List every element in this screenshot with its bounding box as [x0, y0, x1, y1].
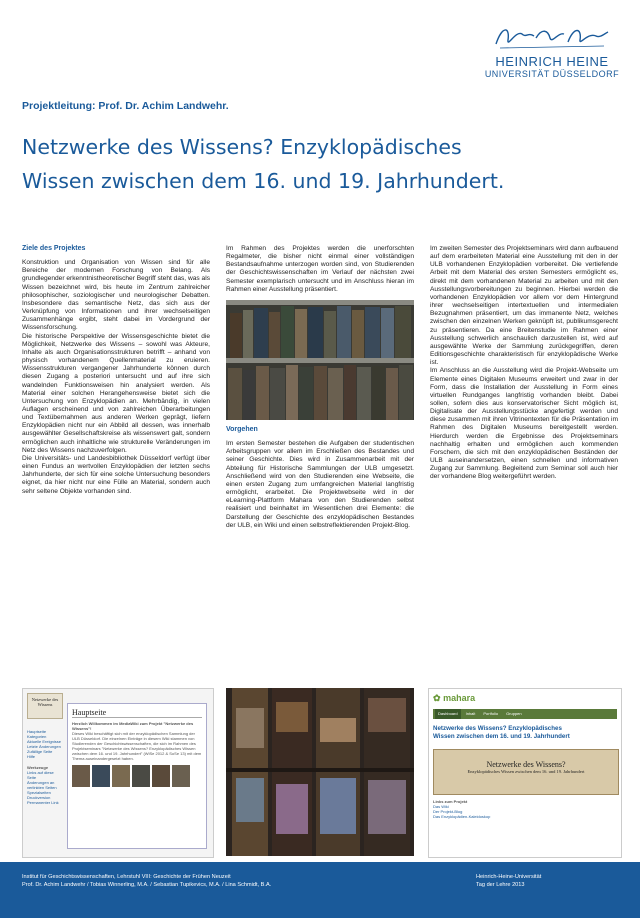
paragraph: Im Anschluss an die Ausstellung wird die Projekt-Webseite um Elemente eines Digitalen Museums erweitert und zwar in der Form, dass die Installation der Ausstellung in Form eines virtuellen Rundganges langfristig vorhanden bleibt. Dabei sollen, sofern dies aus konservatorischer Sicht möglich ist, Digitalisate der Ausstellungsstücke angefertigt werden und diese zusammen mit ihren Vitrinentexten für die Präsentation im Rahmen des Digitalen Museums bereitgestellt werden. Hierdurch werden die Ergebnisse des Projektseminars nachhaltig erhalten und ermöglichen auch kommenden Forschern, die sich mit den enzyklopädischen Beständen der ULB auseinandersetzen, einen schnellen und informativen Zugang zur Sammlung. Begleitend zum Seminar soll auch hier der vorhandene Blog weitergeführt werden. — [430, 367, 618, 481]
wiki-body: Dieses Wiki beschäftigt sich mit der enzyklopädischen Sammlung der ULB Düsseldorf. Die einzelnen Einträge in diesem Wiki stammen von Studierenden der Geschichtswissenschaften, die sich im Rahmen des Projektseminars "Netzwerke des Wissens? Enzyklopädisches Wissen zwischen dem 16. und 19. Jahrhundert" (WiSe 2012 & SoSe 13) mit dem Thema auseinandergesetzt haben. — [72, 731, 202, 761]
footer-university: Heinrich-Heine-Universität — [476, 874, 542, 880]
mahara-page-title: Netzwerke des Wissens? Enzyklopädisches Wissen zwischen dem 16. und 19. Jahrhundert — [433, 725, 570, 740]
wiki-nav-item[interactable]: Letzte Änderungen — [27, 744, 61, 749]
project-link[interactable]: Das Wiki — [433, 804, 449, 809]
mahara-tab[interactable]: Gruppen — [506, 711, 522, 716]
paragraph: Im Rahmen des Projektes werden die unerforschten Regalmeter, die bisher nicht einmal einer vollständigen Bestandsaufnahme unterzogen worden sind, von Studierenden der Geschichtswissenschaften im Verlauf der nächsten zwei Semester exemplarisch untersucht und im Anschluss hieran im Rahmen einer Ausstellung präsentiert. — [226, 245, 414, 293]
signature-icon — [492, 22, 612, 52]
paragraph: Die historische Perspektive der Wissensgeschichte bietet die Möglichkeit, Netzwerke des Wissens – sowohl was Akteure, Inhalte als auch Organisationsstrukturen betrifft – anhand von physisch vorhandenem Quellenmaterial zu eruieren. Wissensstrukturen vergangener Jahrhunderte können durch diesen Zugang a posteriori untersucht und auf ihre sich wandelnden Funktionsweisen hin analysiert werden. Als Material einer solchen Herangehensweise bietet sich die Untersuchung von Enzyklopädien an. Mehrbändig, in vielen Auflagen erscheinend und von zahlreichen Überarbeitungen und Textübernahmen aus anderen Werken geprägt, liefern Enzyklopädien nicht nur ein Abbild all dessen, was innerhalb ausgewählter Gesellschaftskreise als wissenswert galt, sondern ermöglichen auch inhaltliche wie strukturelle Veränderungen im Netz des Wissens nachzuverfolgen. — [22, 332, 210, 454]
paragraph: Im zweiten Semester des Projektseminars wird dann aufbauend auf dem erarbeiteten Material eine Ausstellung mit den in der ULB vorhandenen Enzyklopädien vorbereitet. Die vertiefende Arbeit mit dem Material des ersten Semesters ermöglicht es, direkt mit dem vorhandenen Material zu arbeiten und mit den Ausstellungsvorbereitungen zu beginnen. Hierbei werden die vorhandenen Enzyklopädien vor allem vor dem Hintergrund ihrer wechselseitigen intertextuellen und intermedialen Bezugnahmen präsentiert, um das immanente Netz, welches zwischen den einzelnen Werken geknüpft ist, publikumsgerecht zu präsentieren. Da eine Breitenstudie im Rahmen einer Ausstellung schwerlich anschaulich darzustellen ist, wird auf ausgewählte Werke der Sammlung zurückgegriffen, deren Editionsgeschichte charakteristisch für enzyklopädische Werke ist. — [430, 245, 618, 367]
wiki-tool-item[interactable]: Druckversion — [27, 795, 51, 800]
links-heading: Links zum Projekt — [433, 799, 468, 804]
wiki-logo: Netzwerke des Wissens — [27, 693, 63, 719]
wiki-nav — [27, 729, 63, 805]
wiki-nav-item[interactable]: Aktuelle Ereignisse — [27, 739, 62, 744]
mahara-tab[interactable]: Dashboard — [435, 709, 461, 719]
wiki-tools-heading: Werkzeuge — [27, 765, 49, 770]
wiki-page-title: Hauptseite — [72, 708, 202, 718]
wiki-tool-item[interactable]: Änderungen an verlinkten Seiten — [27, 780, 57, 790]
title-line1: Netzwerke des Wissens? Enzyklopädisches — [22, 135, 462, 159]
wiki-content — [67, 703, 207, 849]
wiki-screenshot — [22, 688, 214, 858]
page-title — [22, 130, 622, 198]
wiki-nav-item[interactable]: Kategorien — [27, 734, 47, 739]
footer-institute: Institut für Geschichtswissenschaften, Lehrstuhl VIII: Geschichte der Frühen Neuzeit — [22, 874, 231, 880]
banner-title: Netzwerke des Wissens? — [486, 760, 566, 769]
bookshelf-photo — [226, 300, 414, 420]
wiki-nav-item[interactable]: Zufällige Seite — [27, 749, 53, 754]
project-lead: Projektleitung: Prof. Dr. Achim Landwehr. — [22, 100, 229, 112]
mahara-logo-icon: ✿ — [433, 693, 441, 703]
column-1 — [22, 245, 210, 496]
footer-right — [476, 873, 541, 889]
wiki-nav-item[interactable]: Hilfe — [27, 754, 36, 759]
banner-subtitle: Enzyklopädisches Wissen zwischen dem 16. und 19. Jahrhundert — [467, 769, 585, 774]
footer-bar — [0, 862, 640, 918]
text-columns — [22, 245, 622, 675]
project-link[interactable]: Der Projekt-Blog — [433, 809, 463, 814]
mahara-nav — [433, 709, 617, 719]
mahara-tab[interactable]: Inhalt — [465, 711, 476, 716]
mahara-brand-label: mahara — [443, 693, 476, 703]
wiki-nav-item[interactable]: Hauptseite — [27, 729, 47, 734]
wiki-tool-item[interactable]: Links auf diese Seite — [27, 770, 54, 780]
footer-left — [22, 873, 271, 889]
mahara-screenshot — [428, 688, 622, 858]
mahara-banner — [433, 749, 619, 795]
book-spines-photo — [226, 688, 414, 856]
wiki-tool-item[interactable]: Spezialseiten — [27, 790, 51, 795]
logo-line1: HEINRICH HEINE — [495, 54, 609, 69]
title-line2: Wissen zwischen dem 16. und 19. Jahrhundert. — [22, 169, 505, 193]
paragraph: Die Universitäts- und Landesbibliothek Düsseldorf verfügt über einen Fundus an wertvollen Enzyklopädien der letzten sechs Jahrhunderte, der sich für eine solche Untersuchung besonders eignet, da hier nicht nur eine Fülle an Material, sondern auch sehr seltene Objekte vorhanden sind. — [22, 454, 210, 495]
column-2 — [226, 245, 414, 530]
column-3 — [430, 245, 618, 482]
section-heading-procedure: Vorgehen — [226, 425, 258, 433]
wiki-tool-item[interactable]: Permanenter Link — [27, 800, 59, 805]
footer-event: Tag der Lehre 2013 — [476, 882, 525, 888]
mahara-brand — [433, 693, 475, 704]
wiki-heading: Herzlich Willkommen im MediaWiki zum Projekt "Netzwerke des Wissens"! — [72, 721, 194, 731]
university-logo — [482, 22, 622, 79]
section-heading-goals: Ziele des Projektes — [22, 245, 86, 252]
paragraph: Im ersten Semester bestehen die Aufgaben der studentischen Arbeitsgruppen vor allem im Erschließen des Bestandes und seiner Geschichte. Dies wird in Zusammenarbeit mit der Abteilung für Historische Sammlungen der ULB umgesetzt. Anschließend wird von den Studierenden eine Webseite, die einen ersten Zugang zum umfangreichen Material langfristig ermöglicht, erarbeitet. Die Projektwebseite wird in der eLearning-Plattform Mahara von den Studierenden selbst realisiert und beinhaltet im Wesentlichen drei Elemente: die Darstellung der Geschichte des enzyklopädischen Bestandes der ULB, ein Wiki und einen selbstreflektierenden Projekt-Blog. — [226, 440, 414, 529]
footer-authors: Prof. Dr. Achim Landwehr / Tobias Winnerling, M.A. / Sebastian Tupikevics, M.A. / Lina Schmidt, B.A. — [22, 882, 272, 888]
mahara-tab[interactable]: Portfolio — [483, 711, 499, 716]
wiki-thumbnails — [72, 765, 202, 787]
project-link[interactable]: Das Enzyklopädien-Kaleidoskop — [433, 814, 491, 819]
mahara-links — [433, 799, 617, 819]
paragraph: Konstruktion und Organisation von Wissen sind für alle Bereiche der modernen Forschung von Belang. Als grundlegender erkenntnistheoretischer Begriff steht das, was als Wissen bezeichnet wird, bis heute im Zentrum zahlreicher philosophischer, soziologischer und neurologischer Debatten. Insbesondere das semantische Netz, das sich aus der Verknüpfung von Informationen und ihrer wechselseitigen Zusammenhänge ergibt, steht dabei im Vordergrund der Wissensforschung. — [22, 259, 210, 332]
logo-line2: UNIVERSITÄT DÜSSELDORF — [484, 69, 620, 79]
